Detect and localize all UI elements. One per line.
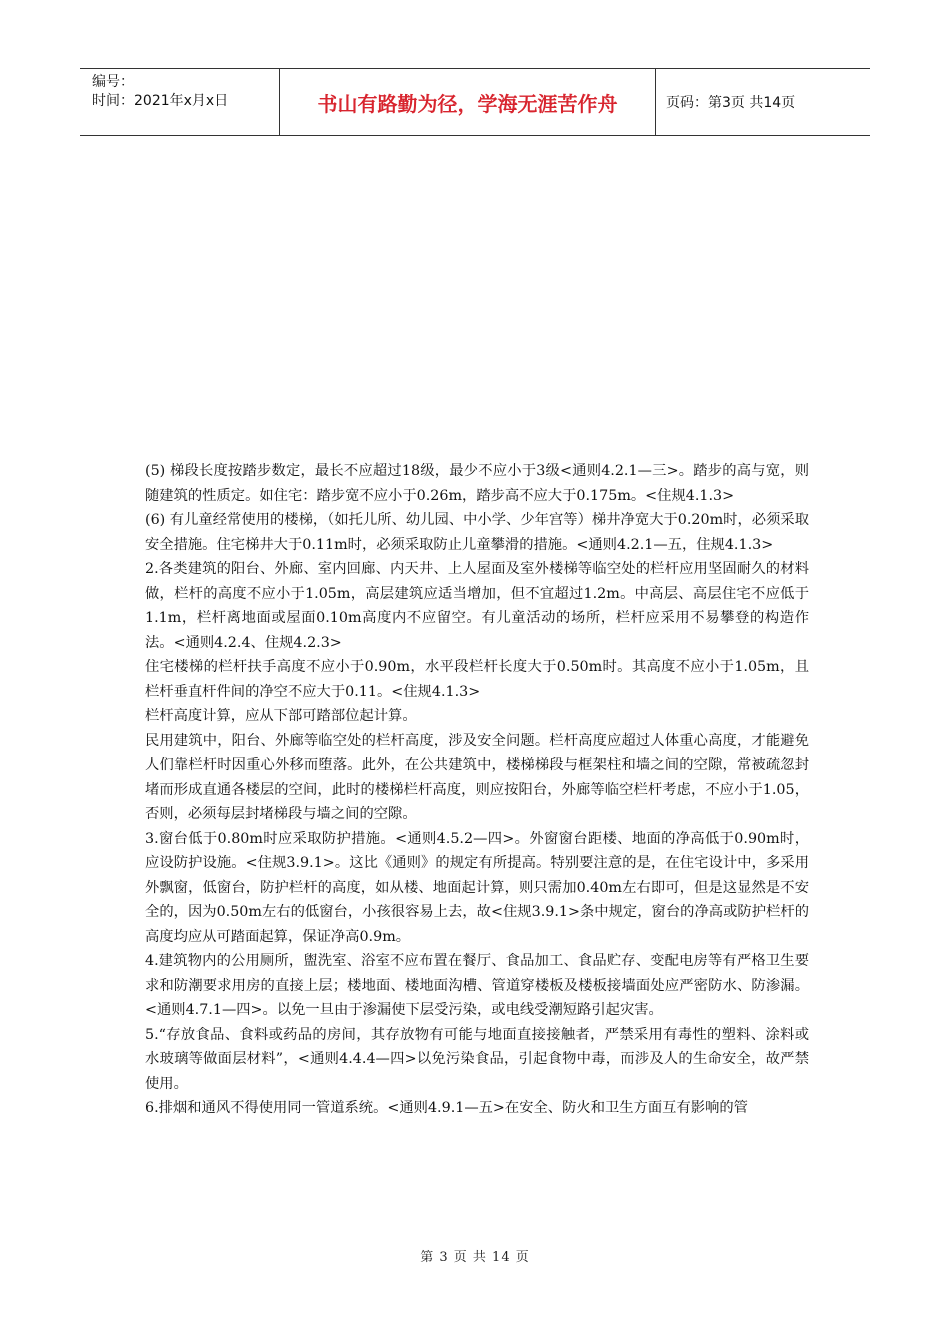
paragraph: (6) 有儿童经常使用的楼梯，（如托儿所、幼儿园、中小学、少年宫等）梯井净宽大于0.20m时，必须采取安全措施。住宅梯井大于0.11m时，必须采取防止儿童攀滑的措施。<通则4.2.1—五，住规4.1.3> bbox=[145, 512, 809, 553]
paragraph: 住宅楼梯的栏杆扶手高度不应小于0.90m，水平段栏杆长度大于0.50m时。其高度不应小于1.05m，且栏杆垂直杆件间的净空不应大于0.11。<住规4.1.3> bbox=[145, 659, 809, 700]
page-header bbox=[80, 68, 870, 136]
header-motto: 书山有路勤为径，学海无涯苦作舟 bbox=[280, 69, 656, 135]
header-meta bbox=[80, 69, 280, 135]
paragraph: (5) 梯段长度按踏步数定，最长不应超过18级，最少不应小于3级<通则4.2.1—三>。踏步的高与宽，则随建筑的性质定。如住宅：踏步宽不应小于0.26m，踏步高不应大于0.175m。<住规4.1.3> bbox=[145, 463, 809, 504]
time-label: 时间：2021年x月x日 bbox=[92, 93, 229, 109]
paragraph: 4.建筑物内的公用厕所，盥洗室、浴室不应布置在餐厅、食品加工、食品贮存、变配电房等有严格卫生要求和防潮要求用房的直接上层；楼地面、楼地面沟槽、管道穿楼板及楼板接墙面处应严密防水、防渗漏。<通则4.7.1—四>。以免一旦由于渗漏使下层受污染，或电线受潮短路引起灾害。 bbox=[145, 953, 809, 1018]
paragraph: 栏杆高度计算，应从下部可踏部位起计算。 bbox=[145, 708, 417, 724]
paragraph: 3.窗台低于0.80m时应采取防护措施。<通则4.5.2—四>。外窗窗台距楼、地面的净高低于0.90m时，应设防护设施。<住规3.9.1>。这比《通则》的规定有所提高。特别要注意的是，在住宅设计中，多采用外飘窗，低窗台，防护栏杆的高度，如从楼、地面起计算，则只需加0.40m左右即可，但是这显然是不安全的，因为0.50m左右的低窗台，小孩很容易上去，故<住规3.9.1>条中规定，窗台的净高或防护栏杆的高度均应从可踏面起算，保证净高0.9m。 bbox=[145, 830, 809, 945]
paragraph: 6.排烟和通风不得使用同一管道系统。<通则4.9.1—五>在安全、防火和卫生方面互有影响的管 bbox=[145, 1100, 748, 1116]
paragraph: 2.各类建筑的阳台、外廊、室内回廊、内天井、上人屋面及室外楼梯等临空处的栏杆应用坚固耐久的材料做，栏杆的高度不应小于1.05m，高层建筑应适当增加，但不宜超过1.2m。中高层、高层住宅不应低于1.1m，栏杆离地面或屋面0.10m高度内不应留空。有儿童活动的场所，栏杆应采用不易攀登的构造作法。<通则4.2.4、住规4.2.3> bbox=[145, 561, 809, 651]
document-body bbox=[145, 459, 809, 1121]
paragraph: 民用建筑中，阳台、外廊等临空处的栏杆高度，涉及安全问题。栏杆高度应超过人体重心高度，才能避免人们靠栏杆时因重心外移而堕落。此外，在公共建筑中，楼梯梯段与框架柱和墙之间的空隙，常被疏忽封堵而形成直通各楼层的空间，此时的楼梯栏杆高度，则应按阳台，外廊等临空栏杆考虑，不应小于1.05，否则，必须每层封堵梯段与墙之间的空隙。 bbox=[145, 732, 809, 822]
number-label: 编号： bbox=[92, 74, 134, 90]
page-footer: 第 3 页 共 14 页 bbox=[420, 1250, 530, 1265]
paragraph: 5.“存放食品、食料或药品的房间，其存放物有可能与地面直接接触者，严禁采用有毒性的塑料、涂料或水玻璃等做面层材料”，<通则4.4.4—四>以免污染食品，引起食物中毒，而涉及人的生命安全，故严禁使用。 bbox=[145, 1026, 809, 1092]
header-page-info: 页码：第3页 共14页 bbox=[666, 95, 796, 111]
